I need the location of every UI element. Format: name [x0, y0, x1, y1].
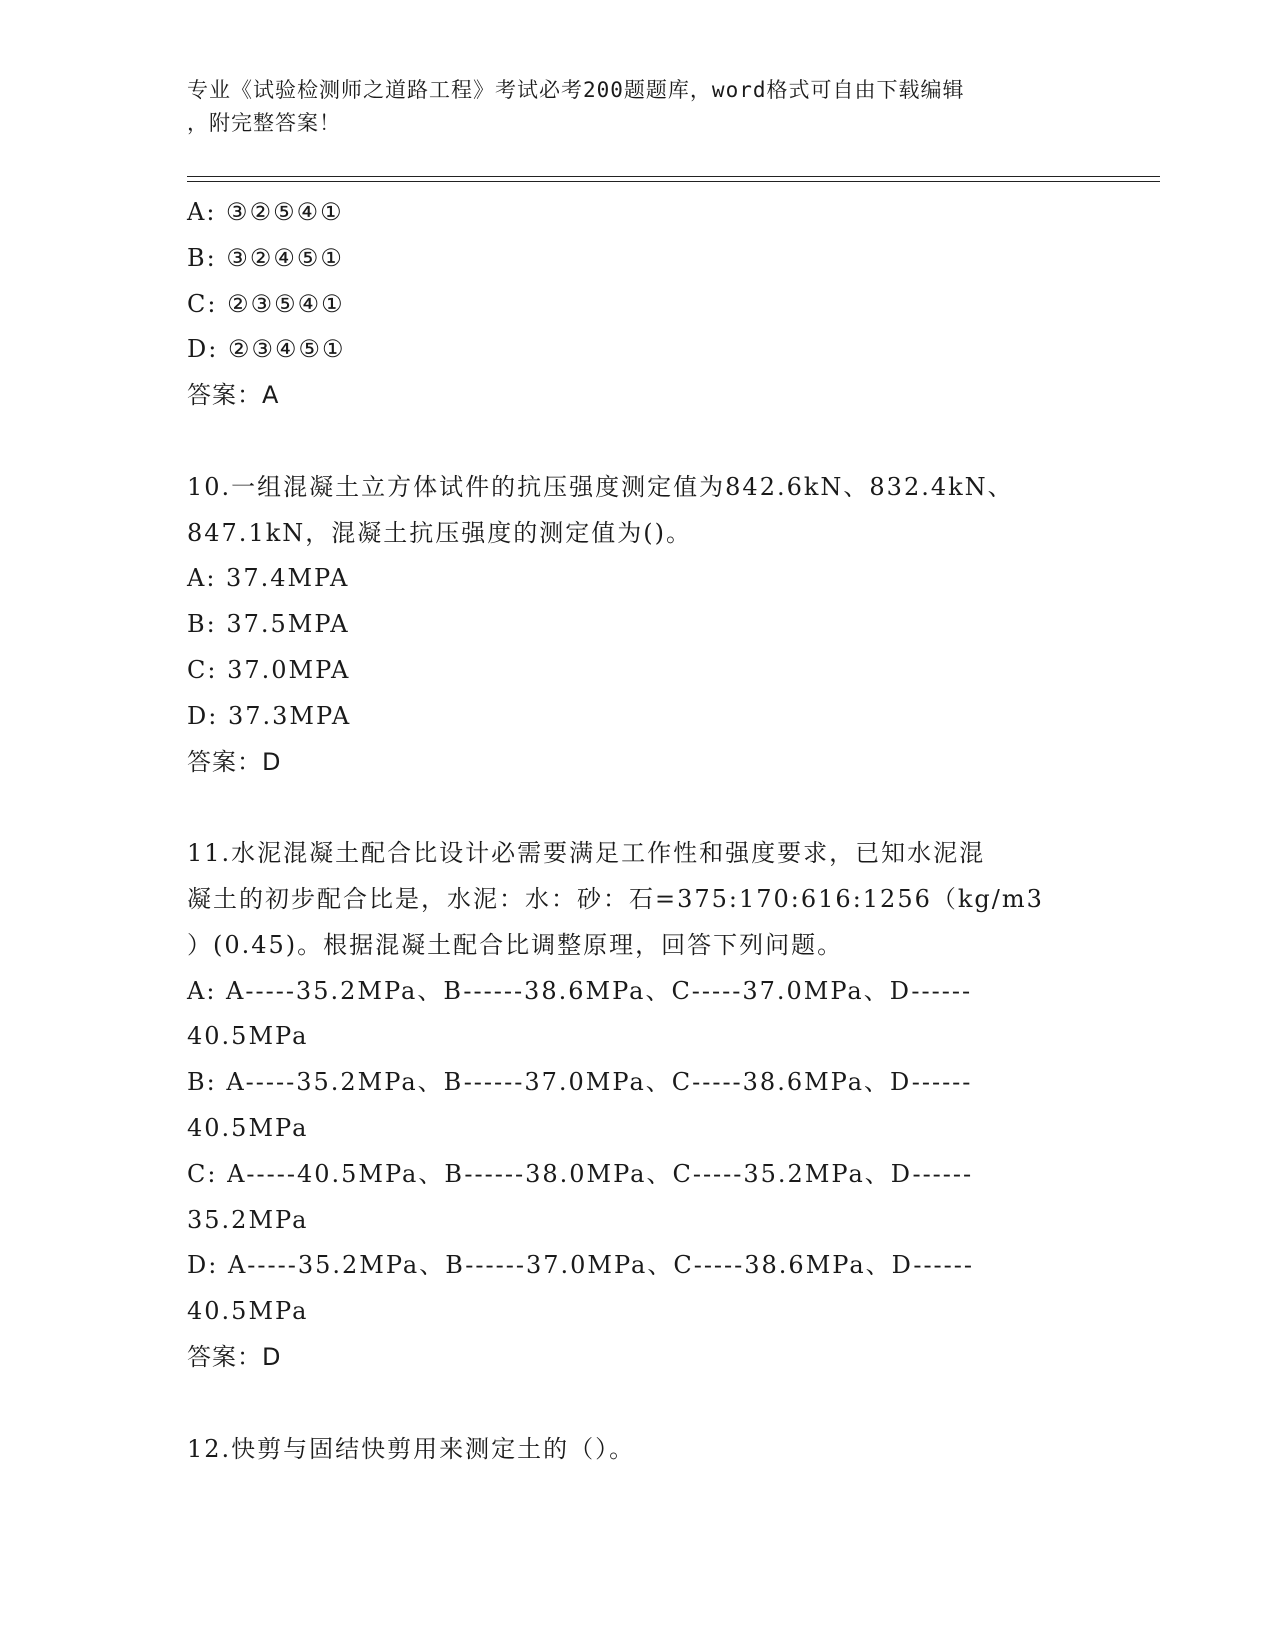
- q11-option-b-line-2: 40.5MPa: [187, 1113, 309, 1142]
- q11-option-a-line-1: A: A-----35.2MPa、B------38.6MPa、C-----37.0MPa、D------: [187, 976, 973, 1005]
- header-divider-top: [187, 176, 1160, 177]
- document-header: [187, 74, 1087, 140]
- q11-stem-line-1: 11.水泥混凝土配合比设计必需要满足工作性和强度要求，已知水泥混: [187, 839, 986, 868]
- q11-answer: 答案：D: [187, 1342, 282, 1371]
- q10-stem-line-2: 847.1kN，混凝土抗压强度的测定值为()。: [187, 518, 692, 547]
- q9-answer: 答案：A: [187, 381, 280, 410]
- q11-option-c-line-1: C: A-----40.5MPa、B------38.0MPa、C-----35.2MPa、D------: [187, 1159, 974, 1188]
- spacer: [187, 785, 1107, 831]
- q10-option-d: D: 37.3MPA: [187, 701, 352, 730]
- q11-stem-line-3: ）(0.45)。根据混凝土配合比调整原理，回答下列问题。: [187, 930, 844, 959]
- q11-option-d-line-2: 40.5MPa: [187, 1297, 309, 1326]
- q11-option-d-line-1: D: A-----35.2MPa、B------37.0MPa、C-----38.6MPa、D------: [187, 1251, 974, 1280]
- q9-option-c: C: ②③⑤④①: [187, 289, 345, 318]
- header-title-line-1: 专业《试验检测师之道路工程》考试必考200题题库，word格式可自由下载编辑: [187, 78, 965, 102]
- q10-stem-line-1: 10.一组混凝土立方体试件的抗压强度测定值为842.6kN、832.4kN、: [187, 472, 1014, 501]
- spacer: [187, 419, 1107, 465]
- q9-option-d: D: ②③④⑤①: [187, 335, 346, 364]
- q10-answer: 答案：D: [187, 747, 282, 776]
- question-list: [187, 190, 1107, 1472]
- q11-option-a-line-2: 40.5MPa: [187, 1022, 309, 1051]
- q10-option-a: A: 37.4MPA: [187, 564, 350, 593]
- header-title-line-2: ，附完整答案！: [187, 111, 341, 135]
- q9-option-b: B: ③②④⑤①: [187, 243, 344, 272]
- header-divider-bottom: [187, 181, 1160, 182]
- q10-option-c: C: 37.0MPA: [187, 655, 351, 684]
- q10-option-b: B: 37.5MPA: [187, 610, 350, 639]
- q11-option-c-line-2: 35.2MPa: [187, 1205, 309, 1234]
- q12-stem-line-1: 12.快剪与固结快剪用来测定土的（）。: [187, 1434, 636, 1463]
- q11-option-b-line-1: B: A-----35.2MPa、B------37.0MPa、C-----38.6MPa、D------: [187, 1068, 973, 1097]
- q9-option-a: A: ③②⑤④①: [187, 198, 344, 226]
- spacer: [187, 1381, 1107, 1427]
- q11-stem-line-2: 凝土的初步配合比是，水泥：水：砂：石=375:170:616:1256（kg/m3: [187, 884, 1044, 913]
